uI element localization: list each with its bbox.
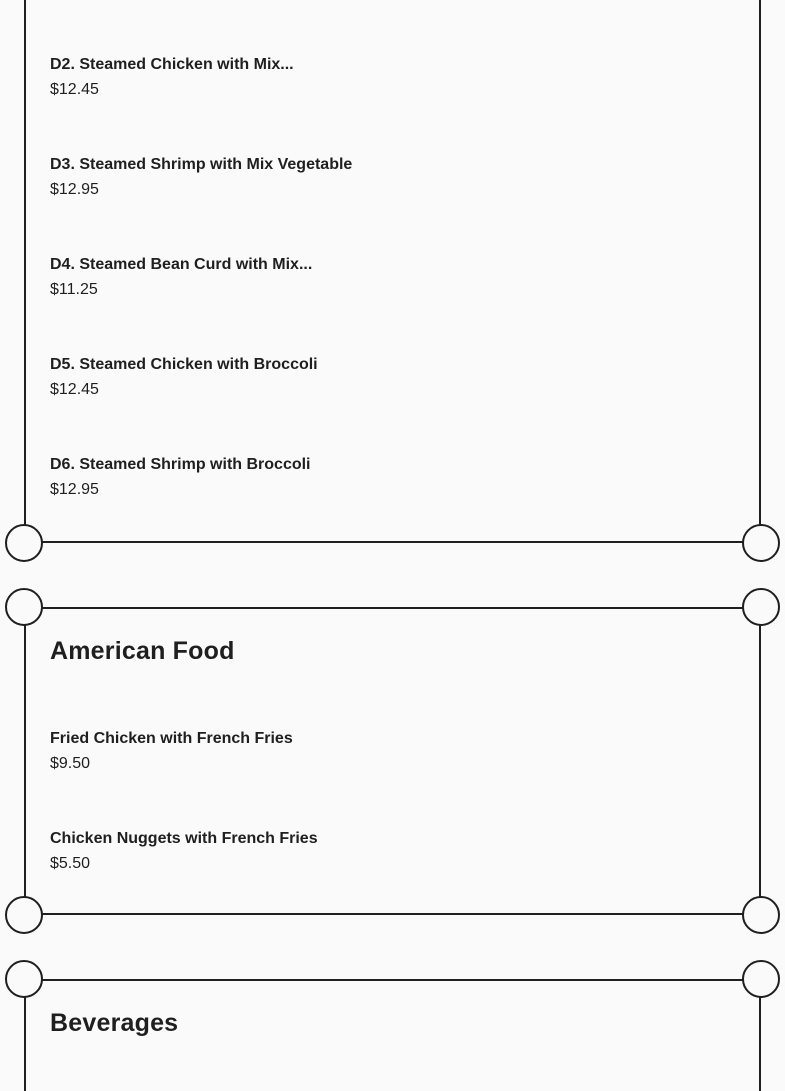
menu-item-name: D5. Steamed Chicken with Broccoli xyxy=(50,356,318,373)
menu-item[interactable] xyxy=(50,256,312,299)
menu-item-price: $12.45 xyxy=(50,81,99,98)
card-corner-notch xyxy=(5,524,43,562)
menu-item-price: $12.45 xyxy=(50,381,99,398)
menu-item-name: Fried Chicken with French Fries xyxy=(50,730,293,747)
card-corner-notch xyxy=(742,896,780,934)
section-title: Beverages xyxy=(50,1009,179,1037)
menu-item[interactable] xyxy=(50,356,318,399)
menu-item-name: D2. Steamed Chicken with Mix... xyxy=(50,56,294,73)
menu-item-price: $11.25 xyxy=(50,281,98,298)
menu-item-name: D6. Steamed Shrimp with Broccoli xyxy=(50,456,311,473)
menu-item[interactable] xyxy=(50,56,294,99)
menu-item-price: $12.95 xyxy=(50,181,99,198)
card-corner-notch xyxy=(5,588,43,626)
menu-item-price: $5.50 xyxy=(50,855,91,872)
menu-item-name: Chicken Nuggets with French Fries xyxy=(50,830,318,847)
card-corner-notch xyxy=(742,960,780,998)
menu-section-american-food xyxy=(24,607,761,915)
card-corner-notch xyxy=(5,960,43,998)
menu-section-beverages xyxy=(24,979,761,1091)
menu-item[interactable] xyxy=(50,456,311,499)
menu-item[interactable] xyxy=(50,730,293,773)
menu-item-price: $9.50 xyxy=(50,755,91,772)
card-corner-notch xyxy=(5,896,43,934)
menu-item[interactable] xyxy=(50,830,318,873)
card-corner-notch xyxy=(742,588,780,626)
card-corner-notch xyxy=(742,524,780,562)
menu-section-steamed xyxy=(24,0,761,543)
menu-item[interactable] xyxy=(50,156,352,199)
menu-item-price: $12.95 xyxy=(50,481,99,498)
section-title: American Food xyxy=(50,637,235,665)
menu-item-name: D4. Steamed Bean Curd with Mix... xyxy=(50,256,313,273)
menu-item-name: D3. Steamed Shrimp with Mix Vegetable xyxy=(50,156,353,173)
